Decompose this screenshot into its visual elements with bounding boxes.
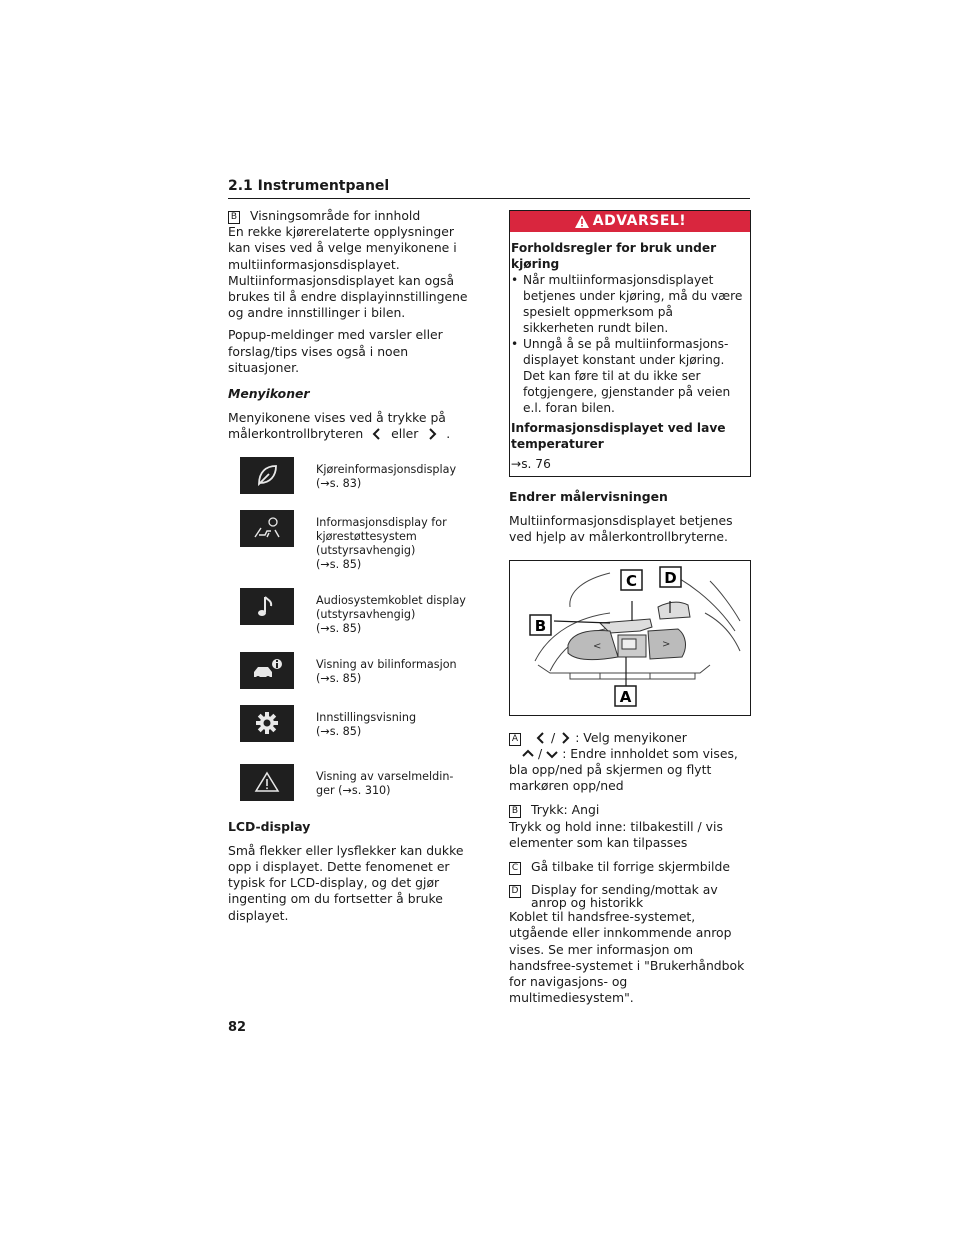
warning-header <box>510 211 750 232</box>
menu-item-driver-assist <box>240 510 478 572</box>
menu-item-line: (→s. 85) <box>316 557 362 571</box>
legend-a-slash: / <box>551 729 556 745</box>
menu-intro-text: Menyikonene vises ved å trykke på målerkontrollbryteren <box>228 410 446 442</box>
lcd-text: Små flekker eller lysflekker kan dukke opp i displayet. Dette fenomenet er typisk for LCD-display, og det gjør ingenting om du fortsetter å bruke displayet. <box>228 842 464 923</box>
legend-a-slash-2: / <box>538 745 543 761</box>
menu-intro-end: . <box>446 426 451 442</box>
gear-icon <box>240 705 294 742</box>
leaf-icon <box>240 457 294 494</box>
key-a: A <box>509 733 521 746</box>
menu-item-line: (→s. 85) <box>316 621 362 635</box>
warning-bullet: • Unngå å se på multiinformasjons-displayet konstant under kjøring. Det kan føre til at du ikke ser fotgjengere, gjenstander på veien e.l. foran bilen. <box>511 336 746 416</box>
warning-heading-1: Forholdsregler for bruk under kjøring <box>511 241 717 271</box>
warning-heading-2: Informasjonsdisplayet ved lave temperaturer <box>511 421 726 451</box>
figure-label-b: B <box>534 616 547 635</box>
warning-box <box>509 210 751 477</box>
menu-item-warnings <box>240 758 478 801</box>
key-c: C <box>509 862 521 875</box>
page-number: 82 <box>228 1020 247 1035</box>
music-note-icon <box>240 588 294 625</box>
menu-item-line: (→s. 85) <box>316 671 362 685</box>
chevron-down-icon <box>545 747 559 761</box>
menu-item-line: Innstillingsvisning <box>316 710 417 724</box>
menu-item-line: (utstyrsavhengig) <box>316 607 416 621</box>
menu-item-line: (→s. 83) <box>316 476 362 490</box>
warning-title: ADVARSEL! <box>592 213 687 230</box>
chevron-left-icon <box>370 427 384 441</box>
legend-a-text-2: : Endre innholdet som vises, bla opp/ned på skjermen og flytt markøren opp/ned <box>509 745 738 794</box>
lcd-heading: LCD-display <box>228 818 311 834</box>
legend-b-text-2: Trykk og hold inne: tilbakestill / vis elementer som kan tilpasses <box>509 818 723 850</box>
menu-item-line: Visning av varselmeldin- <box>316 769 454 783</box>
chevron-up-icon <box>521 747 535 761</box>
menu-item-line: (→s. 85) <box>316 724 362 738</box>
legend-a <box>509 730 751 795</box>
b-paragraph-2: Popup-meldinger med varsler eller forslag/tips vises også i noen situasjoner. <box>228 327 443 375</box>
legend-d-text-2: Koblet til handsfree-systemet, utgående eller innkommende anrop vises. Se mer informasjon om handsfree-systemet i "Brukerhåndbok for navigasjons- og multimediesystem". <box>509 909 745 1006</box>
figure-label-d: D <box>664 568 677 587</box>
warning-body <box>510 232 750 476</box>
chevron-right-icon <box>558 731 572 745</box>
menu-item-line: ger (→s. 310) <box>316 783 391 797</box>
menu-item-line: kjørestøttesystem <box>316 529 417 543</box>
right-column <box>509 210 751 1012</box>
svg-text:<: < <box>593 640 602 652</box>
legend-b <box>509 802 751 851</box>
legend-c <box>509 859 751 875</box>
chevron-right-icon <box>425 427 439 441</box>
steering-switch-figure <box>509 560 751 716</box>
menu-item-line: Visning av bilinformasjon <box>316 657 457 671</box>
driver-assist-icon <box>240 510 294 547</box>
menu-item-line: Informasjonsdisplay for <box>316 515 447 529</box>
legend-d <box>509 883 751 1006</box>
steering-wheel-illustration <box>510 561 750 715</box>
key-d: D <box>509 885 521 898</box>
legend-b-text-1: Trykk: Angi <box>531 802 600 818</box>
menu-item-settings <box>240 705 478 742</box>
key-b-legend: B <box>509 805 521 818</box>
chevron-left-icon <box>534 731 548 745</box>
menu-item-line: Audiosystemkoblet display <box>316 593 466 607</box>
menu-item-vehicle-info <box>240 652 478 689</box>
warning-icon <box>240 764 294 801</box>
menu-intro <box>228 410 478 442</box>
warning-bullet: • Når multiinformasjonsdisplayet betjenes under kjøring, må du være spesielt oppmerksom på sikkerheten rundt bilen. <box>511 272 746 336</box>
b-title-row <box>228 208 478 224</box>
b-title: Visningsområde for innhold <box>250 208 421 223</box>
car-info-icon <box>240 652 294 689</box>
b-paragraph-1: En rekke kjørerelaterte opplysninger kan vises ved å velge menyikonene i multiinformasjonsdisplayet. Multiinformasjonsdisplayet kan også brukes til å endre displayinnstillingene og andre innstillinger i bilen. <box>228 224 468 321</box>
svg-text:>: > <box>662 638 671 650</box>
legend-d-text-1: Display for sending/mottak av anrop og historikk <box>531 882 718 911</box>
figure-label-a: A <box>619 687 632 706</box>
key-b: B <box>228 211 240 224</box>
legend-c-text: Gå tilbake til forrige skjermbilde <box>531 859 730 875</box>
warning-bullets <box>511 272 746 416</box>
menu-item-audio <box>240 588 478 636</box>
left-column <box>228 208 478 930</box>
warning-ref: →s. 76 <box>511 457 551 471</box>
section-title: 2.1 Instrumentpanel <box>228 178 750 199</box>
menu-item-line: (utstyrsavhengig) <box>316 543 416 557</box>
menu-item-line: Kjøreinformasjonsdisplay <box>316 462 457 476</box>
menu-intro-or: eller <box>391 426 419 442</box>
menu-heading: Menyikoner <box>228 386 310 402</box>
legend-a-text-1: : Velg menyikoner <box>575 729 687 745</box>
change-heading: Endrer målervisningen <box>509 489 668 504</box>
menu-item-driving-info <box>240 457 478 494</box>
legend-d-head <box>509 883 751 909</box>
change-text: Multiinformasjonsdisplayet betjenes ved hjelp av målerkontrollbryterne. <box>509 513 733 545</box>
warning-triangle-icon <box>574 214 590 229</box>
figure-label-c: C <box>625 571 638 590</box>
